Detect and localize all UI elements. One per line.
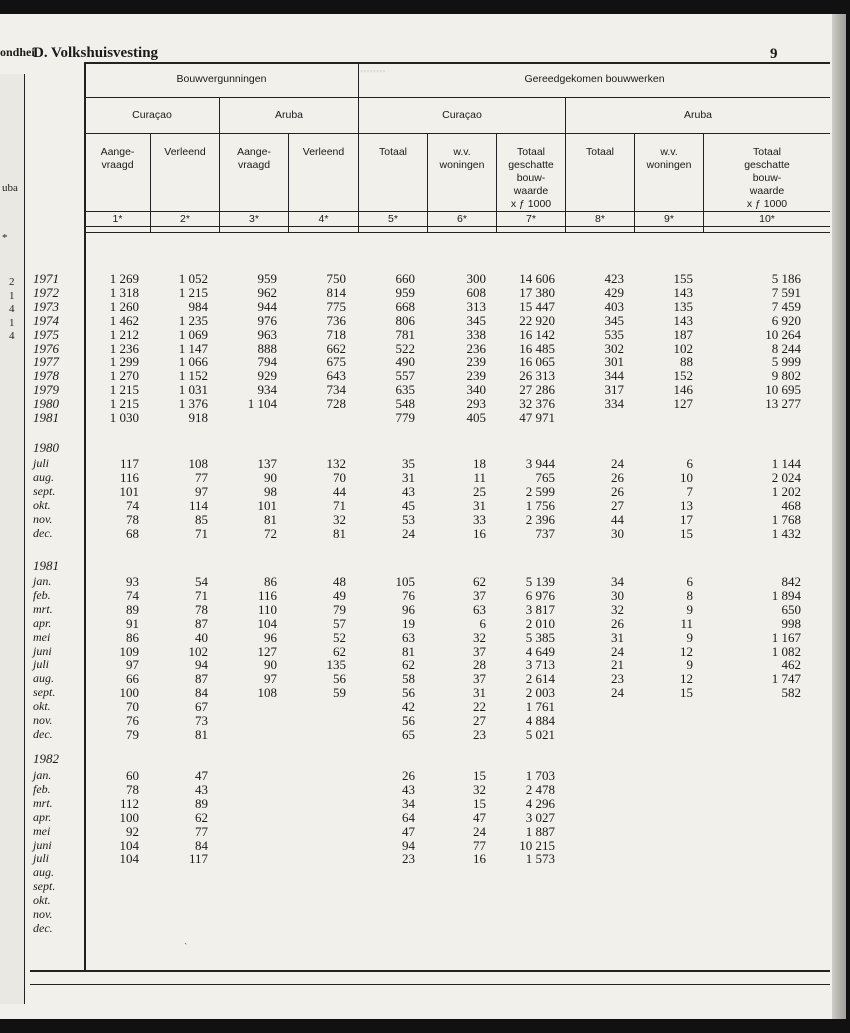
- col-number-9: 9*: [664, 213, 674, 225]
- row-labels-y1980: juli aug. sept. okt. nov. dec.: [33, 456, 56, 540]
- column-2-y1980: 108 77 97 114 85 71: [188, 456, 208, 541]
- column-2-y1981: 54 71 78 87 40 102 94 87 84 67 73 81: [188, 574, 208, 742]
- row-labels-y1982: jan. feb. mrt. apr. mei juni juli aug. sept. okt. nov. dec.: [33, 768, 56, 935]
- group-bouwvergunningen: Bouwvergunningen: [176, 73, 267, 85]
- col-number-3: 3*: [249, 213, 259, 225]
- col-number-8: 8*: [595, 213, 605, 225]
- col-header-6: w.v. woningen: [439, 146, 485, 171]
- page-number: 9: [770, 46, 778, 62]
- column-3-annual: 959 962 944 976 963 888 794 929 934 1 104: [247, 271, 277, 412]
- column-10-y1981: 842 1 894 650 998 1 167 1 082 462 1 747 582: [771, 574, 801, 701]
- col-number-6: 6*: [457, 213, 467, 225]
- row-labels-annual: 1971 1972 1973 1974 1975 1976 1977 1978 1979 1980 1981: [33, 271, 59, 426]
- column-9-y1980: 6 10 7 13 17 15: [680, 456, 693, 541]
- column-4-y1981: 48 49 79 57 52 62 135 56 59: [326, 574, 346, 701]
- col-header-3: Aange- vraagd: [237, 146, 271, 171]
- column-7-y1980: 3 944 765 2 599 1 756 2 396 737: [525, 456, 555, 541]
- subgroup-curacao-1: Curaçao: [132, 109, 172, 121]
- show-through: ▪▪▪▪▪▪▪▪: [360, 66, 386, 76]
- facing-page-strip: [0, 74, 25, 1004]
- col-header-2: Verleend: [164, 146, 206, 158]
- block-year-1980: 1980: [33, 440, 59, 455]
- column-1-y1981: 93 74 89 91 86 109 97 66 100 70 76 79: [119, 574, 139, 742]
- facing-page-numbers: 2 1 4 1 4: [9, 276, 15, 342]
- column-4-y1980: 132 70 44 71 32 81: [326, 456, 346, 541]
- row-labels-y1981: jan. feb. mrt. apr. mei juni juli aug. sept. okt. nov. dec.: [33, 574, 56, 741]
- col-header-5: Totaal: [378, 146, 408, 158]
- column-2-annual: 1 052 1 215 984 1 235 1 069 1 147 1 066 1 152 1 031 1 376 918: [178, 271, 208, 426]
- col-number-10: 10*: [759, 213, 775, 225]
- book-edge: [832, 14, 846, 1019]
- col-number-2: 2*: [180, 213, 190, 225]
- column-4-annual: 750 814 775 736 718 662 675 643 734 728: [326, 271, 346, 412]
- document-page: [0, 14, 832, 1019]
- subgroup-aruba-1: Aruba: [274, 109, 304, 121]
- col-header-4: Verleend: [302, 146, 345, 158]
- facing-page-label: uba: [2, 182, 18, 194]
- col-number-5: 5*: [388, 213, 398, 225]
- column-10-y1980: 1 144 2 024 1 202 468 1 768 1 432: [771, 456, 801, 541]
- block-year-1981: 1981: [33, 558, 59, 573]
- column-8-y1981: 34 30 32 26 31 24 21 23 24: [611, 574, 624, 701]
- subgroup-aruba-2: Aruba: [683, 109, 713, 121]
- column-9-y1981: 6 8 9 11 9 12 9 12 15: [680, 574, 693, 701]
- column-3-y1980: 137 90 98 101 81 72: [257, 456, 277, 541]
- rule-top: [84, 62, 830, 64]
- scan-mark: ˎ: [184, 934, 188, 945]
- column-3-y1981: 86 116 110 104 96 127 90 97 108: [257, 574, 277, 701]
- column-7-annual: 14 606 17 380 15 447 22 920 16 142 16 485 16 065 26 313 27 286 32 376 47 971: [519, 271, 555, 426]
- facing-page-marker: *: [2, 232, 8, 244]
- column-6-annual: 300 608 313 345 338 236 239 239 340 293 405: [466, 271, 486, 426]
- column-8-annual: 423 429 403 345 535 302 301 344 317 334: [604, 271, 624, 412]
- column-5-y1981: 105 76 96 19 63 81 62 58 56 42 56 65: [395, 574, 415, 742]
- column-1-y1980: 117 116 101 74 78 68: [119, 456, 139, 541]
- column-5-y1980: 35 31 43 45 53 24: [402, 456, 415, 541]
- column-1-y1982: 60 78 112 100 92 104 104: [119, 768, 139, 867]
- col-header-8: Totaal: [585, 146, 615, 158]
- group-gereedgekomen: Gereedgekomen bouwwerken: [524, 73, 665, 85]
- column-1-annual: 1 269 1 318 1 260 1 462 1 212 1 236 1 299 1 270 1 215 1 215 1 030: [109, 271, 139, 426]
- column-5-annual: 660 959 668 806 781 522 490 557 635 548 779: [395, 271, 415, 426]
- col-header-1: Aange- vraagd: [100, 146, 135, 171]
- column-10-annual: 5 186 7 591 7 459 6 920 10 264 8 244 5 999 9 802 10 695 13 277: [765, 271, 801, 412]
- column-9-annual: 155 143 135 143 187 102 88 152 146 127: [673, 271, 693, 412]
- col-number-7: 7*: [526, 213, 536, 225]
- column-2-y1982: 47 43 89 62 77 84 117: [188, 768, 208, 867]
- rule-left: [84, 62, 86, 970]
- column-6-y1980: 18 11 25 31 33 16: [473, 456, 486, 541]
- column-7-y1982: 1 703 2 478 4 296 3 027 1 887 10 215 1 573: [519, 768, 555, 867]
- column-5-y1982: 26 43 34 64 47 94 23: [402, 768, 415, 867]
- section-title: D. Volkshuisvesting: [33, 45, 159, 61]
- column-8-y1980: 24 26 26 27 44 30: [611, 456, 624, 541]
- column-6-y1981: 62 37 63 6 32 37 28 37 31 22 27 23: [473, 574, 486, 742]
- col-header-7: Totaal geschatte bouw- waarde x ƒ 1000: [508, 146, 554, 210]
- col-number-1: 1*: [112, 213, 123, 225]
- rule-bottom: [30, 970, 830, 972]
- col-header-10: Totaal geschatte bouw- waarde x ƒ 1000: [744, 146, 790, 210]
- col-header-9: w.v. woningen: [646, 146, 692, 171]
- facing-page-fragment: ondhei: [0, 45, 35, 59]
- column-7-y1981: 5 139 6 976 3 817 2 010 5 385 4 649 3 713 2 614 2 003 1 761 4 884 5 021: [525, 574, 555, 742]
- subgroup-curacao-2: Curaçao: [442, 109, 482, 121]
- block-year-1982: 1982: [33, 751, 59, 766]
- col-number-4: 4*: [318, 213, 329, 225]
- column-6-y1982: 15 32 15 47 24 77 16: [473, 768, 486, 867]
